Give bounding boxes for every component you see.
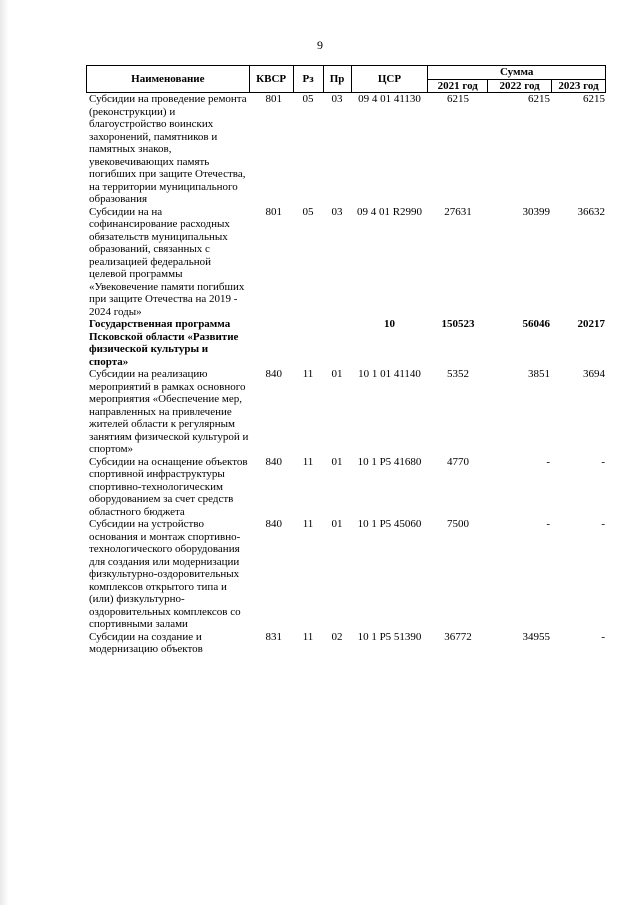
row-kvsr: 801 [265,93,282,105]
budget-table [86,93,606,656]
row-sum-2022: 3851 [528,368,550,380]
row-csr: 10 1 P5 51390 [357,630,422,643]
row-csr: 10 1 P5 45060 [357,518,422,530]
row-name: Субсидии на реализацию мероприятий в рамках основного мероприятия «Обеспечение мер, направленных на привлечение жителей области к регулярным занятиям физической культурой и спортом» [89,368,249,455]
row-rz: 05 [302,93,314,105]
row-rz: 05 [302,205,314,218]
row-csr: 10 1 P5 41680 [357,455,422,468]
row-sum-2023: 6215 [583,93,605,105]
header-name: Наименование [87,66,250,93]
row-pr: 01 [331,518,343,530]
row-csr: 10 1 01 41140 [358,368,421,380]
row-sum-2023: 36632 [577,205,605,218]
header-year-2022: 2022 год [488,79,552,93]
row-sum-2021: 7500 [447,518,469,530]
row-sum-2021: 4770 [447,455,469,468]
row-sum-2023: - [601,518,605,530]
table-row [86,518,606,631]
table-row [86,93,606,206]
row-csr: 09 4 01 41130 [358,93,421,105]
row-name: Субсидии на создание и модернизацию объектов [89,630,203,655]
row-sum-2023: - [601,630,605,643]
row-sum-2021: 27631 [444,205,472,218]
row-name: Государственная программа Псковской области «Развитие физической культуры и спорта» [89,318,239,368]
row-kvsr [249,318,293,368]
table-row [86,456,606,519]
row-sum-2023: 3694 [583,368,605,380]
row-sum-2021: 5352 [447,368,469,380]
row-sum-2022: 34955 [522,630,550,643]
header-pr: Пр [323,66,351,93]
header-rz: Рз [293,66,323,93]
row-sum-2021: 36772 [444,630,472,643]
header-csr: ЦСР [351,66,428,93]
header-kvsr: КВСР [249,66,293,93]
row-name: Субсидии на устройство основания и монтаж спортивно-технологического оборудования для создания или модернизации физкультурно-оздоровительных комплексов открытого типа и (или) физкультурно-оздоровительных комплексов со спортивными залами [89,518,241,630]
row-kvsr: 801 [265,205,282,218]
row-sum-2022: 6215 [528,93,550,105]
row-name: Субсидии на проведение ремонта (реконструкции) и благоустройство воинских захоронений, памятников и памятных знаков, увековечивающих память погибших при защите Отечества, на территории муниципального образования [89,93,247,205]
row-pr [323,318,351,368]
row-sum-2023: 20217 [577,318,605,330]
row-sum-2021: 6215 [447,93,469,105]
row-kvsr: 840 [265,455,282,468]
row-kvsr: 840 [265,518,282,530]
scan-edge [0,0,9,905]
row-rz [293,318,323,368]
header-sum: Сумма [428,66,606,80]
row-sum-2023: - [601,455,605,468]
row-sum-2021: 150523 [441,318,475,330]
row-pr: 01 [331,455,343,468]
header-year-2023: 2023 год [552,79,606,93]
row-sum-2022: - [546,455,550,468]
row-sum-2022: 56046 [522,318,550,330]
row-pr: 02 [331,630,343,643]
row-csr: 10 [384,318,395,330]
row-pr: 03 [331,205,343,218]
row-kvsr: 831 [265,630,282,643]
table-row [86,631,606,656]
row-name: Субсидии на на софинансирование расходных обязательств муниципальных образований, связанных с реализацией федеральной целевой программы «Увековечение памяти погибших при защите Отечества на 2019 - 2024 годы» [89,205,245,318]
row-name: Субсидии на оснащение объектов спортивной инфраструктуры спортивно-технологическим оборудованием за счет средств областного бюджета [89,455,248,518]
row-sum-2022: 30399 [522,205,550,218]
row-rz: 11 [302,368,314,380]
table-row [86,206,606,319]
row-pr: 03 [331,93,343,105]
row-sum-2022: - [546,518,550,530]
row-rz: 11 [302,455,314,468]
table-header [86,65,606,93]
table-row [86,368,606,456]
table-row-program [86,318,606,368]
header-year-2021: 2021 год [428,79,488,93]
row-rz: 11 [302,630,314,643]
row-kvsr: 840 [265,368,282,380]
page-number: 9 [317,38,323,52]
row-csr: 09 4 01 R2990 [356,205,423,218]
row-rz: 11 [302,518,314,530]
row-pr: 01 [331,368,343,380]
